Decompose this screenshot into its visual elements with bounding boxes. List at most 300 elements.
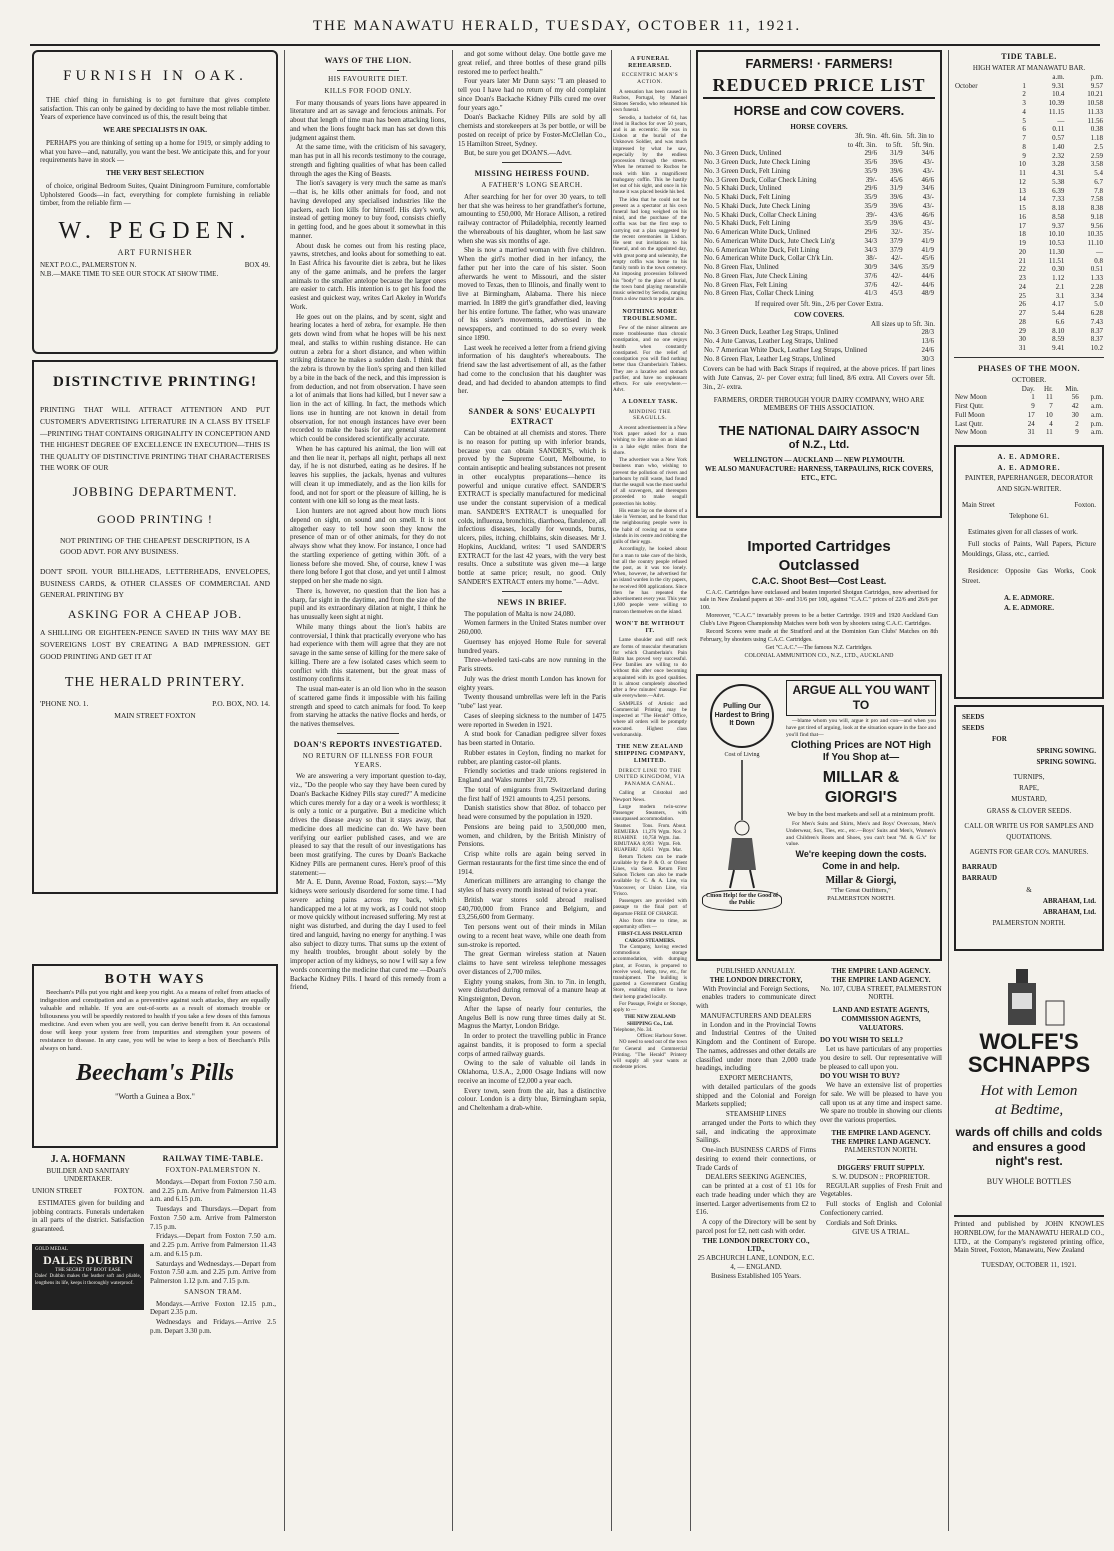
- imprint: [954, 1215, 1104, 1270]
- railway-route: FOXTON-PALMERSTON N.: [165, 1166, 261, 1174]
- table-cell: 3.1: [1055, 291, 1065, 300]
- tide-row: [954, 222, 1104, 231]
- table-cell: 8,993: [642, 841, 654, 847]
- news-item: The total of emigrants from Switzerland during the first half of 1921 amounts to 4,251 persons.: [458, 785, 606, 803]
- article-title: THE NEW ZEALAND SHIPPING COMPANY, LIMITED.: [614, 744, 686, 765]
- table-cell: New Moon: [955, 393, 987, 402]
- tide-col: p.m.: [1090, 72, 1103, 81]
- news-item: Eighty young snakes, from 3in. to 7in. in length, were disturbed during removal of a manure heap at Kingsteignton, Devon.: [458, 977, 606, 1003]
- seeds-spring: SPRING SOWING.: [1036, 746, 1096, 755]
- dales-medal: GOLD MEDAL: [35, 1246, 68, 1252]
- table-cell: 42/-: [891, 254, 903, 263]
- table-cell: 41/9: [921, 236, 934, 245]
- col-header: 3ft. 9in.: [855, 131, 877, 140]
- dir-text: arranged under the Ports to which they sail, and indicating the approximate Sailings.: [696, 1118, 816, 1145]
- table-cell: 39/6: [890, 193, 903, 201]
- column-divider: [690, 50, 691, 1531]
- table-cell: No. 8 Green Flax, Unlined: [704, 263, 779, 271]
- table-cell: 8.59: [1052, 335, 1065, 344]
- table-cell: 12: [1018, 177, 1026, 186]
- table-cell: [954, 248, 1007, 257]
- table-cell: REMUERA: [614, 829, 639, 835]
- news-item: The great German wireless station at Nauen claims to have sent wireless telephone messages over distances of 2,700 miles.: [458, 950, 606, 976]
- pegden-name: W. PEGDEN.: [58, 218, 252, 244]
- tide-row: [954, 82, 1104, 91]
- table-cell: Wgtn.: [658, 841, 671, 847]
- table-cell: 41/9: [921, 245, 934, 254]
- table-cell: 34/6: [921, 184, 934, 193]
- table-cell: No. 8 Green Flax, Leather Leg Straps, Unlined: [704, 354, 836, 363]
- moon-row: [954, 393, 1104, 402]
- table-cell: 7: [1049, 402, 1053, 410]
- news-item: Rubber estates in Ceylon, finding no market for rubber, are planting castor-oil plants.: [458, 748, 606, 766]
- table-cell: [954, 178, 1007, 187]
- cargo-tel: Telephone, No. 34.: [613, 1026, 653, 1033]
- table-cell: [954, 213, 1007, 222]
- table-cell: [954, 160, 1007, 169]
- nda-title: THE NATIONAL DAIRY ASSOC'N: [718, 423, 920, 438]
- ship-row: [613, 848, 687, 854]
- table-cell: 0.51: [1090, 265, 1103, 274]
- table-cell: 35/9: [864, 219, 877, 228]
- railway-text: Fridays.—Depart from Foxton 7.50 a.m. and 2.25 p.m. Arrive from Palmerston 11.43 a.m. and 6.15 p.m.: [150, 1232, 276, 1258]
- article-text: Passengers are provided with passage to the final port of departure FREE OF CHARGE.: [613, 898, 687, 917]
- dir-export: EXPORT MERCHANTS,: [719, 1074, 793, 1082]
- table-cell: Nov. 3: [672, 829, 686, 835]
- table-cell: 37/9: [890, 245, 903, 254]
- table-cell: [954, 292, 1007, 301]
- article-text: He goes out on the plains, and by scent, sight and hearing locates a herd of zebra, for example. He then gets down wind from what he hopes will be his next meal, and stalks to within rushing distance. He can outrun a zebra for a short distance, and when within striking distance he makes a sudden dash. I think that the zebra is thrown by the lion's spring and then killed by a bite in the back of the neck, and this impression is from deduction, and not from observation. I have seen a lot of animals that lions had killed, but I never saw a lion in the act of killing. In fact, the methods which lions use in hunting are not known in detail from observation, for not enough instances have ever been recorded to make the basis for any general statement which could be considered scientifically accurate.: [290, 312, 446, 443]
- table-cell: 0.38: [1090, 125, 1103, 134]
- table-cell: 8.37: [1090, 335, 1103, 344]
- table-cell: 9: [1075, 428, 1079, 437]
- ships-table: [613, 824, 687, 854]
- dir-title: THE LONDON DIRECTORY,: [709, 975, 803, 984]
- moon-title: PHASES OF THE MOON.: [978, 363, 1080, 373]
- table-cell: No. 5 Khaki Duck, Felt Lining: [704, 193, 791, 201]
- admore-foot: A. E. ADMORE.: [1004, 593, 1054, 602]
- table-cell: a.m.: [1090, 410, 1103, 419]
- tide-table: [954, 73, 1104, 353]
- table-cell: 30: [1018, 335, 1026, 344]
- masthead: THE MANAWATU HERALD, TUESDAY, OCTOBER 11, 1921.: [312, 18, 802, 34]
- table-cell: 11.30: [1048, 247, 1065, 256]
- tide-row: [954, 265, 1104, 274]
- article-subtitle: A FATHER'S LONG SEARCH.: [481, 181, 583, 189]
- horse-cover-row: [703, 158, 935, 167]
- table-cell: 17: [1027, 410, 1035, 419]
- table-cell: 26: [1018, 300, 1026, 309]
- horse-cover-row: [703, 272, 935, 281]
- cow-note: Covers can be had with Back Straps if required, at the above prices. If part lines with Jute Canvas, 2/- per Cover extra; full lined, 8/6 extra. All Covers over 5ft. 3in., 2/- extra.: [703, 365, 935, 391]
- wolfes-text: wards off chills and colds and ensures a good night's rest.: [955, 1125, 1103, 1169]
- tide-row: [954, 143, 1104, 152]
- table-cell: Wgtn.: [658, 835, 671, 841]
- table-cell: 1: [1022, 81, 1026, 90]
- table-cell: 6: [1022, 125, 1026, 134]
- table-cell: 45/6: [921, 254, 934, 263]
- cow-cover-row: [703, 328, 935, 337]
- admore-foot: A. E. ADMORE.: [1004, 604, 1054, 612]
- article-text: While many things about the lion's habits are controversial, I think that practically everyone who has had experience with them will agree that they are not savage in the same sense of killing for the mere sake of killing. There are a few isolated cases which seem to conflict with this statement, but the great mass of testimony confirms it.: [290, 622, 446, 684]
- article-text: The Company, having erected commodious storage accommodation, with dumping plant, at Foxton, is prepared to receive wool, hemp, tow, etc., for transhipment. The building is gazetted a Government Grading Store, enabling millers to have their hemp graded locally.: [613, 943, 687, 1000]
- table-cell: 37/9: [890, 236, 903, 245]
- table-cell: No. 8 Green Flax, Collar Check Lining: [704, 289, 814, 298]
- table-cell: 8,851: [642, 847, 654, 853]
- table-cell: 29/6: [864, 184, 877, 193]
- article-subtitle: HIS FAVOURITE DIET.: [328, 75, 408, 83]
- table-cell: No. 4 Jute Canvas, Leather Leg Straps, Unlined: [704, 337, 838, 345]
- printing-text: DON'T SPOIL YOUR BILLHEADS, LETTERHEADS, ENVELOPES, BUSINESS CARDS, & OTHER CLASSES OF COMMERCIAL AND GENERAL PRINTING BY: [40, 566, 270, 600]
- cow-covers-table: [703, 328, 935, 363]
- table-cell: No. 3 Green Duck, Jute Check Lining: [704, 158, 811, 166]
- horse-cover-row: [703, 228, 935, 237]
- table-cell: 29/6: [864, 228, 877, 236]
- column-4: [613, 50, 687, 1530]
- table-cell: 9.56: [1090, 221, 1103, 230]
- table-cell: 5.38: [1052, 177, 1065, 186]
- horse-cover-row: [703, 246, 935, 255]
- table-cell: 37/6: [864, 280, 877, 289]
- table-cell: 45/3: [890, 289, 903, 298]
- article-text: Doan's Backache Kidney Pills are sold by all chemists and storekeepers at 3s per bottle, or will be posted on receipt of price by Foster-McClellan Co., 15 Hamilton Street, Sydney.: [458, 113, 606, 148]
- table-cell: 43/6: [890, 210, 903, 219]
- table-cell: No. 3 Green Duck, Collar Check Lining: [704, 175, 817, 184]
- tram-title: SANSON TRAM.: [184, 1287, 242, 1296]
- column-2: [290, 50, 446, 1530]
- table-cell: a.m.: [1090, 428, 1103, 437]
- table-cell: 41/3: [864, 289, 877, 298]
- seeds-item: MUSTARD,: [1011, 795, 1047, 804]
- horse-cover-row: [703, 193, 935, 202]
- millar-badge: Pulling Our Hardest to Bring It Down: [710, 684, 774, 748]
- article-title: A LONELY TASK.: [622, 399, 678, 406]
- cartridges-text: Moreover, "C.A.C." invariably proves to be a better Cartridge. 1919 and 1920 Auckland Gun Club's Live Pigeon Championship Matches were both won by shooters using C.A.C. Cartridges.: [700, 613, 938, 627]
- column-6: [954, 50, 1104, 1530]
- table-cell: 2.32: [1052, 151, 1065, 160]
- moon-row: [954, 402, 1104, 411]
- table-cell: [954, 283, 1007, 292]
- table-cell: From.: [658, 823, 671, 829]
- printing-text: PRINTING THAT WILL ATTRACT ATTENTION AND PUT CUSTOMER'S ADVERTISING LITERATURE IN A CLASS BY ITSELF—PRINTING THAT CONTAINS ORIGINALITY IN CONCEPTION AND THE HIGHEST DEGREE OF EXCELLENCE IN EXECUTION—THIS IS THE QUALITY OF DISTINCTIVE PRINTING THAT CHARACTERISES THE WORK OF OUR: [40, 405, 270, 473]
- horse-cover-row: [703, 219, 935, 228]
- horse-cover-row: [703, 167, 935, 176]
- millar-help: Cmon Help! for the Good of the Public: [702, 890, 782, 911]
- article-text: Mr A. E. Dunn, Avenue Road, Foxton, says:—"My kidneys were seriously disordered for some time. I had severe aching pains across my back, which handicapped me a lot at my work, as I could not stoop or move quickly without increased suffering. My rest at night was disturbed, and during the day I used to feel tired and languid, having no energy for anything. I was also subject to dizzy turns. That sums up the extent of my health troubles, brought about solely by the improper action of my kidneys, so now I will say a few words concerning the medicine that cured me —Doan's Backache Kidney Pills. I heard of this remedy from a friend,: [290, 878, 446, 992]
- article-text: Also from time to time, as opportunity offers —: [613, 917, 687, 931]
- nda-cities: WELLINGTON — AUCKLAND — NEW PLYMOUTH.: [733, 456, 905, 464]
- table-cell: 9.31: [1052, 81, 1065, 90]
- table-cell: 15: [1018, 204, 1026, 212]
- tide-row: [954, 195, 1104, 204]
- table-cell: 39/-: [865, 210, 877, 219]
- tide-row: [954, 344, 1104, 353]
- article-subtitle: NO RETURN OF ILLNESS FOR FOUR YEARS.: [302, 751, 434, 769]
- furnish-text: of choice, original Bedroom Suites, Quaint Diningroom Furniture, comfortable Upholstered Goods—in fact, everything for complete furnishing in reliable timber, from the reliable firm —: [40, 181, 270, 208]
- dir-text: enables traders to communicate direct with: [696, 993, 816, 1010]
- table-cell: Feb.: [672, 841, 682, 847]
- farmers-title: FARMERS! · FARMERS!: [745, 56, 893, 71]
- printing-dept: JOBBING DEPARTMENT.: [72, 484, 238, 499]
- beecham-text: Beecham's Pills put you right and keep you right. As a means of relief from attacks of indigestion and constipation and as a preventive against such attacks, they are equally valuable and reliable. If you are out-of-sorts as a result of stomach trouble or biliousness you will be speedily restored to health if you take a few doses of this famous medicine. And even when you are well, you can derive benefit from it. An occasional dose will keep your system free from impurities and strengthen your powers of resistance to disease. In any case, you will be wise to keep a box of Beecham's Pills always on hand.: [40, 988, 270, 1053]
- article-title: SANDER & SONS' EUCALYPTI EXTRACT: [468, 407, 596, 426]
- millar-text: For Men's Suits and Shirts, Men's and Boys' Overcoats, Men's Underwear, Sox, Ties, etc., etc.—Boys' Suits and Men's, Women's and Children's Boots and Shoes, you can't beat "M. & G.'s" for value.: [786, 820, 936, 848]
- imprint-date: TUESDAY, OCTOBER 11, 1921.: [981, 1261, 1077, 1269]
- tide-row: [954, 213, 1104, 222]
- table-cell: 10.10: [1048, 230, 1065, 239]
- table-cell: 30: [1071, 410, 1079, 419]
- table-cell: [954, 344, 1007, 353]
- table-cell: 0.30: [1052, 265, 1065, 274]
- diggers-text: REGULAR supplies of Fresh Fruit and Vegetables.: [820, 1181, 942, 1199]
- moon-month: OCTOBER.: [1011, 375, 1047, 384]
- article-title: A FUNERAL REHEARSED.: [628, 56, 672, 70]
- table-cell: 25: [1018, 291, 1026, 300]
- table-cell: Tons.: [642, 823, 654, 829]
- table-cell: 48/9: [921, 289, 934, 298]
- admore-text: Residence: Opposite Gas Works, Cook Street.: [962, 566, 1096, 585]
- table-cell: 23: [1018, 274, 1026, 282]
- table-cell: 0.8: [1094, 256, 1103, 265]
- schnapps-bottle-icon: [954, 957, 1104, 1027]
- table-cell: 10.39: [1048, 99, 1065, 107]
- railway-text: Mondays.—Depart from Foxton 7.50 a.m. and 2.25 p.m. Arrive from Palmerston 11.43 a.m. and 6.15 p.m.: [150, 1177, 276, 1204]
- ship-row: [613, 830, 687, 836]
- table-cell: [954, 99, 1007, 108]
- table-cell: 13: [1018, 186, 1026, 195]
- table-cell: October: [955, 81, 978, 90]
- table-cell: [954, 195, 1007, 204]
- column-divider: [452, 50, 453, 1531]
- article-title: NEWS IN BRIEF.: [497, 597, 567, 607]
- tide-row: [954, 248, 1104, 257]
- horse-cover-row: [703, 202, 935, 211]
- table-cell: [954, 265, 1007, 274]
- tide-row: [954, 134, 1104, 143]
- millar-text: We buy in the best markets and sell at a minimum profit.: [787, 810, 935, 818]
- admore-street: Main Street: [962, 501, 995, 509]
- article-text: But, be sure you get DOAN'S.—Advt.: [464, 149, 572, 158]
- tide-row: [954, 292, 1104, 301]
- table-cell: [954, 143, 1007, 152]
- table-cell: 39/-: [865, 175, 877, 184]
- table-cell: No. 5 Khaki Duck, Collar Check Lining: [704, 210, 817, 219]
- table-cell: 2.1: [1055, 282, 1065, 291]
- printery-pobox: P.O. BOX, NO. 14.: [212, 699, 270, 709]
- wolfes-tag: Hot with Lemon: [980, 1082, 1078, 1099]
- table-cell: 14: [1018, 195, 1026, 204]
- table-cell: 10.4: [1052, 90, 1065, 99]
- table-cell: 35/9: [921, 263, 934, 271]
- table-cell: No. 6 American White Duck, Jute Check Lin'g: [704, 236, 835, 245]
- table-cell: 4.17: [1052, 300, 1065, 309]
- moon-col: Day.: [1021, 384, 1035, 393]
- table-cell: 11: [1046, 428, 1053, 437]
- cartridges-ad: [696, 524, 942, 674]
- table-cell: 2.28: [1090, 282, 1103, 291]
- moon-row: [954, 411, 1104, 420]
- tide-title: TIDE TABLE.: [1001, 52, 1057, 61]
- table-cell: 46/6: [921, 210, 934, 219]
- printing-cheap: ASKING FOR A CHEAP JOB.: [67, 606, 243, 621]
- col-header: 5ft. 3in to: [906, 131, 934, 140]
- table-cell: 42/-: [891, 271, 903, 280]
- table-cell: 4: [1049, 419, 1053, 428]
- table-cell: 19: [1018, 239, 1026, 247]
- table-cell: [954, 274, 1007, 283]
- dir-sub: With Provincial and Foreign Sections,: [702, 984, 810, 993]
- nda-sub: of N.Z., Ltd.: [788, 439, 850, 452]
- article-subtitle: ECCENTRIC MAN'S ACTION.: [621, 72, 679, 85]
- millar-name: MILLAR & GIORGI'S: [822, 768, 900, 806]
- article-text: She is now a married woman with five children. When the girl's mother died in her infancy, the father put her into the care of his sister. Soon afterwards he went to Missouri, and the sister moved to Texas, then to Illinois, and finally went to live at Birmingham, Alabama. There his niece married. In 1889 the girl's grandfather died, leaving her his entire fortune. The father, who was unaware of his sister's movements, advertised in the newspapers, and continued to do so every week since 1890.: [458, 246, 606, 342]
- tide-row: [954, 90, 1104, 99]
- article-text: The lion's savagery is very much the same as man's—that is, he kills other animals for food, and not having developed any specialised industries like the packers, each lion kills for himself. His day's work, instead of getting money to buy food, consists chiefly in getting food, and he goes about it somewhat in this manner.: [290, 179, 446, 240]
- article-text: About dusk he comes out from his resting place, yawns, stretches, and looks about for something to eat. In East Africa his favourite diet is zebra, but he likes any of the game animals, and he prefers the larger animals to the smaller antelope because the larger ones are easier to catch. His intention is to get his food the easiest and quickest way, writes Carl Akeley in World's Work.: [290, 241, 446, 311]
- seeds-amp: &: [1026, 885, 1032, 894]
- furnish-ad: [32, 50, 278, 354]
- table-cell: 10: [1045, 410, 1053, 419]
- seeds-item: GRASS & CLOVER SEEDS.: [986, 806, 1072, 815]
- horse-cover-row: [703, 149, 935, 158]
- news-item: American milliners are arranging to change the styles of hats every month instead of twice a year.: [458, 877, 606, 894]
- table-cell: —: [1096, 247, 1103, 256]
- railway-title: RAILWAY TIME-TABLE.: [162, 1154, 264, 1163]
- tide-row: [954, 257, 1104, 266]
- column-1: [32, 50, 278, 1530]
- table-cell: 11: [1019, 169, 1026, 177]
- cow-cover-row: [703, 355, 935, 364]
- table-cell: 1.18: [1090, 134, 1103, 142]
- horse-heading: HORSE COVERS.: [790, 123, 848, 131]
- table-cell: [954, 187, 1007, 196]
- news-item: Women farmers in the United States number over 260,000.: [458, 619, 606, 636]
- furnish-text: PERHAPS you are thinking of setting up a home for 1919, or simply adding to what you have—and, naturally, you want the best. We anticipate this, and for your requirements have in stock —: [40, 138, 270, 165]
- article-text: Lion hunters are not agreed about how much lions depend on sight, on sound and on smell. It is not altogether easy to tell how soon they know the presence of man or of other animals, for they do not always show what they know. For instance, I once had the startling experience of getting within 30ft. of a lioness before she moved. She, of course, knew I was there long before I got that close, and yet until I almost stepped on her she made no sign.: [290, 507, 446, 585]
- table-cell: 45/6: [890, 175, 903, 184]
- table-cell: 11.15: [1048, 107, 1065, 116]
- table-cell: 7: [1022, 134, 1026, 142]
- furnish-best: THE VERY BEST SELECTION: [106, 169, 204, 177]
- hofmann-trade: BUILDER AND SANITARY: [46, 1166, 130, 1175]
- table-cell: First Qutr.: [955, 402, 984, 410]
- land-foot: THE EMPIRE LAND AGENCY.: [831, 1137, 931, 1146]
- seeds-title: SEEDS: [962, 713, 985, 721]
- news-item: Friendly societies and trade unions registered in England and Wales number 31,729.: [458, 767, 606, 784]
- horse-note: If required over 5ft. 9in., 2/6 per Cover Extra.: [754, 300, 884, 308]
- table-cell: a.m.: [1090, 402, 1103, 410]
- table-cell: [954, 327, 1007, 336]
- col-header: 5ft. 9in.: [912, 140, 934, 149]
- tide-row: [954, 230, 1104, 239]
- moon-col: Min.: [1065, 384, 1079, 393]
- dir-text: A copy of the Directory will be sent by parcel post for £2, nett cash with order.: [696, 1218, 816, 1235]
- cow-sizes: All sizes up to 5ft. 3in.: [871, 319, 935, 328]
- table-cell: New Moon: [955, 428, 987, 437]
- covers-title: HORSE and COW COVERS.: [733, 102, 905, 118]
- article-text: SAMPLES of Artistic and Commercial Printing may be inspected at "The Herald" Office, where all orders will be promptly executed. Highest class workmanship.: [613, 700, 687, 738]
- article-text: After searching for her for over 30 years, to tell her that she was heiress to her grandfather's fortune, amounting to £50,000, Mr Horace Allison, a retired railway contractor of Philadelphia, recently learned the whereabouts of his daughter, whom he last saw when she was six months of age.: [458, 192, 606, 245]
- table-cell: 42/-: [891, 280, 903, 289]
- table-cell: RUAHINE: [614, 835, 637, 841]
- land-town: PALMERSTON NORTH.: [844, 1146, 918, 1155]
- table-cell: No. 6 American White Duck, Collar Ch'k Lin.: [704, 254, 834, 263]
- table-cell: 11,276: [642, 829, 657, 835]
- table-cell: [954, 230, 1007, 239]
- tide-row: [954, 204, 1104, 213]
- article-text: and got some without delay. One bottle gave me great relief, and three bottles of these grand pills restored me to perfect health.": [458, 50, 606, 76]
- admore-name: A. E. ADMORE.: [997, 463, 1061, 472]
- table-cell: 44/6: [921, 280, 934, 289]
- printery-phone: 'PHONE NO. 1.: [40, 699, 89, 709]
- table-cell: [954, 318, 1007, 327]
- table-cell: 21: [1018, 256, 1026, 265]
- table-cell: 28: [1018, 317, 1026, 326]
- table-cell: 1.12: [1052, 274, 1065, 282]
- tide-row: [954, 274, 1104, 283]
- railway-text: Wednesdays and Fridays.—Arrive 2.5 p.m. Depart 3.30 p.m.: [150, 1318, 276, 1335]
- cow-cover-row: [703, 337, 935, 346]
- table-cell: 2.5: [1094, 142, 1103, 151]
- table-cell: 2: [1022, 90, 1026, 99]
- table-cell: 28/3: [921, 328, 934, 337]
- moon-col: Hr.: [1044, 384, 1053, 393]
- table-cell: 18: [1018, 230, 1026, 239]
- land-question: DO YOU WISH TO SELL?: [820, 1036, 903, 1045]
- admore-tel: Telephone 61.: [1009, 511, 1049, 520]
- table-cell: Full Moon: [955, 410, 985, 419]
- table-cell: No. 3 Green Duck, Unlined: [704, 149, 782, 158]
- table-cell: 10.58: [1087, 99, 1103, 107]
- article-text: Lame shoulder and stiff neck are forms of muscular rheumatism for which Chamberlain's Pain Balm has proved very successful. Few families are willing to do without this after once becoming acquainted with its good qualities. It is almost completely absorbed after a few minutes' massage. For sale everywhere.—Advt.: [613, 637, 687, 700]
- millar-town: PALMERSTON NORTH.: [827, 895, 895, 903]
- news-item: Ten persons went out of their minds in Milan owing to a recent heat wave, while one death from sun-stroke is reported.: [458, 923, 606, 949]
- table-cell: 11.33: [1087, 107, 1103, 116]
- table-cell: 20: [1018, 247, 1026, 256]
- dir-text: in London and in the Provincial Towns and Industrial Centres of the United Kingdom and the Continent of Europe. The names, addresses and other details are classified under more than 2,000 trade headings, including: [696, 1020, 816, 1073]
- article-text: The usual man-eater is an old lion who in the season of scattered game finds it impossible with his failing strength and speed to catch animals for food. To keep from starving he attacks the native flocks and herds, or the natives themselves.: [290, 685, 446, 728]
- horse-cover-row: [703, 237, 935, 246]
- tide-row: [954, 318, 1104, 327]
- imprint-text: Printed and published by JOHN KNOWLES HORNBLOW, for the MANAWATU HERALD CO., LTD., at the Company's registered printing office, Main Street, Foxton, Manawatu, New Zealand: [954, 1220, 1104, 1255]
- table-cell: 7.58: [1090, 195, 1103, 204]
- table-cell: 24/6: [921, 345, 934, 354]
- tide-row: [954, 152, 1104, 161]
- table-cell: 31/9: [890, 149, 903, 158]
- table-cell: RIMUTAKA: [614, 841, 641, 847]
- table-cell: 5: [1022, 116, 1026, 125]
- empire-land-ad: [820, 967, 942, 1280]
- article-text: When he has captured his animal, the lion will eat and then lie near it, perhaps all night, perhaps all next day, if he is not disturbed, eating as he desires. If he leaves his supplies, the jackals, hyenas and vultures will clean it up immediately, and as the lion kills for food, and not for sport or the pleasure of killing, he is content with one kill so long as the meat lasts.: [290, 444, 446, 506]
- table-cell: 6.39: [1052, 186, 1065, 195]
- table-cell: [954, 125, 1007, 134]
- table-cell: 37/6: [864, 271, 877, 280]
- tide-row: [954, 99, 1104, 108]
- table-cell: 38/-: [865, 254, 877, 263]
- table-cell: [954, 152, 1007, 161]
- table-cell: 6.6: [1055, 317, 1065, 326]
- diggers-prop: S. W. DUDSON :: PROPRIETOR.: [832, 1172, 930, 1181]
- dir-text: with detailed particulars of the goods shipped and the Colonial and Foreign Markets supplied;: [696, 1082, 816, 1109]
- reduced-price-ad: [696, 50, 942, 518]
- table-cell: 2: [1075, 419, 1079, 428]
- table-cell: 30/9: [864, 263, 877, 271]
- article-subtitle: KILLS FOR FOOD ONLY.: [324, 86, 412, 95]
- table-cell: 35/9: [864, 193, 877, 201]
- furnish-text: THE chief thing in furnishing is to get furniture that gives complete satisfaction. This can only be gained by deciding to have the most reliable timber. Years of experience have convinced us of this, the result being that: [40, 95, 270, 122]
- news-item: The population of Malta is now 24,080.: [464, 609, 576, 618]
- article-title: WON'T BE WITHOUT IT.: [615, 620, 685, 635]
